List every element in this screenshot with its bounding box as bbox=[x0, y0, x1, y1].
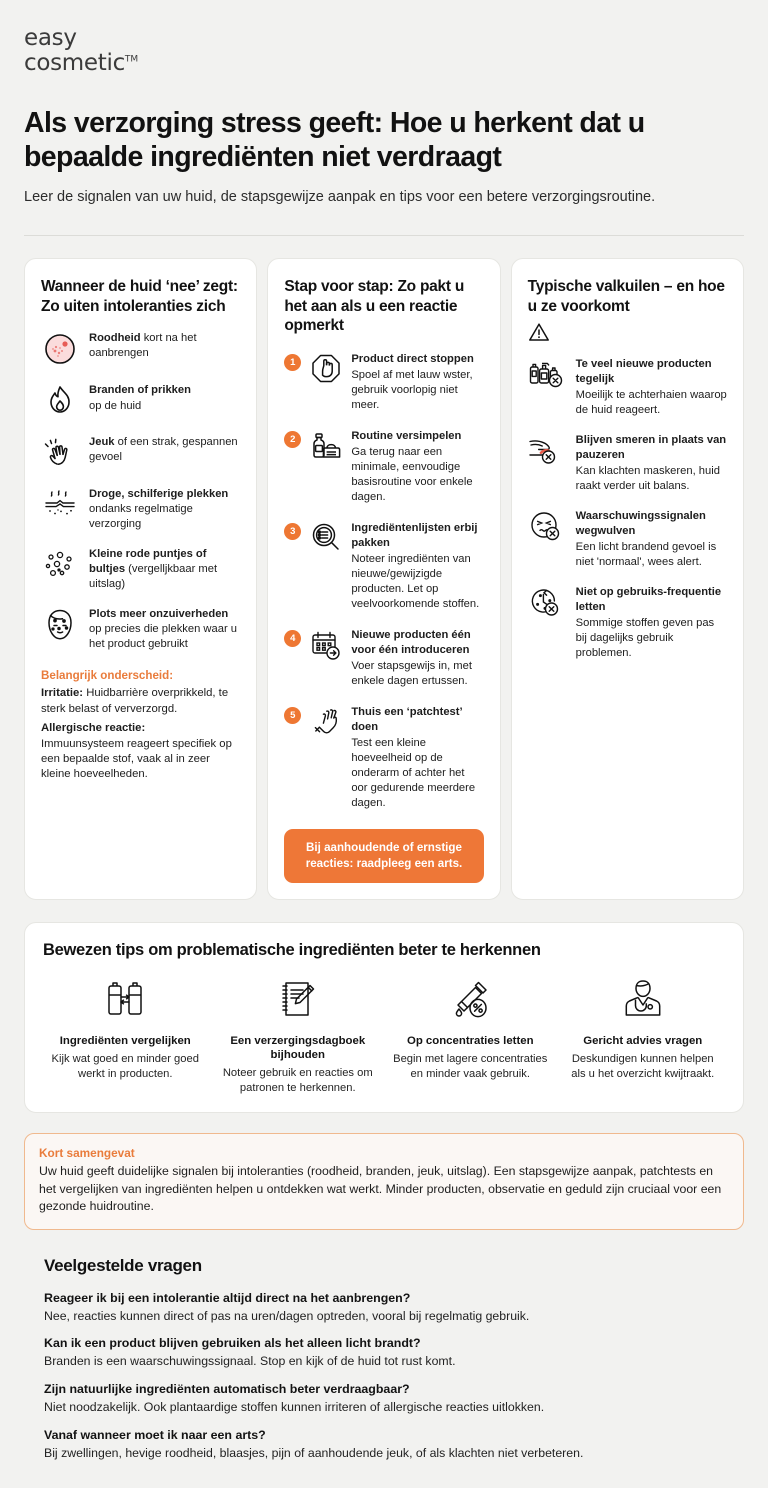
doctor-icon bbox=[565, 972, 722, 1026]
faq-question: Zijn natuurlijke ingrediënten automatisch beter verdraagbaar? bbox=[44, 1382, 410, 1397]
faq-question: Kan ik een product blijven gebruiken als het alleen licht brandt? bbox=[44, 1336, 421, 1351]
warning-triangle-icon bbox=[528, 322, 727, 342]
list-item bbox=[528, 432, 727, 494]
card-pitfalls-title: Typische valkuilen – en hoe u ze voorkomt bbox=[527, 277, 725, 315]
step-item bbox=[284, 627, 483, 689]
list-item-label: Jeuk bbox=[89, 436, 115, 449]
faq-answer: Branden is een waarschuwingssignaal. Stop en kijk of de huid tot rust komt. bbox=[44, 1354, 456, 1369]
list-item-desc: Sommige stoffen geven pas bij dagelijks gebruik problemen. bbox=[575, 617, 715, 660]
tip-desc: Noteer gebruik en reacties om patronen te herkennen. bbox=[222, 1067, 373, 1095]
summary-heading: Kort samengevat bbox=[39, 1146, 135, 1161]
step-title: Nieuwe producten één voor één introduceren bbox=[351, 629, 471, 657]
distinction-term-1: Irritatie: bbox=[41, 687, 84, 700]
step-item bbox=[284, 428, 483, 505]
faq-item bbox=[44, 1427, 724, 1462]
faq-item bbox=[44, 1290, 724, 1325]
list-item bbox=[41, 546, 240, 592]
magnifier-list-icon bbox=[308, 520, 344, 556]
tip-item bbox=[561, 972, 726, 1097]
step-item bbox=[284, 351, 483, 413]
too-many-bottles-x-icon bbox=[528, 356, 566, 394]
step-item bbox=[284, 704, 483, 811]
list-item-desc: op de huid bbox=[89, 400, 142, 413]
list-item-label: Blijven smeren in plaats van pauzeren bbox=[575, 434, 727, 462]
tip-item bbox=[216, 972, 381, 1097]
calendar-arrow-icon bbox=[308, 627, 344, 663]
face-blemishes-icon bbox=[41, 606, 79, 644]
notebook-pencil-icon bbox=[220, 972, 377, 1026]
step-number: 4 bbox=[284, 630, 301, 647]
card-symptoms-title: Wanneer de huid ‘nee’ zegt: Zo uiten intoleranties zich bbox=[41, 277, 238, 315]
list-item-label: Plots meer onzuiverheden bbox=[89, 608, 229, 621]
step-desc: Noteer ingrediënten van nieuwe/gewijzigde producten. Let op veelvoorkomende stoffen. bbox=[351, 553, 480, 611]
red-dots-bumps-icon bbox=[41, 546, 79, 584]
list-item bbox=[41, 434, 240, 472]
faq-question: Reageer ik bij een intolerantie altijd direct na het aanbrengen? bbox=[44, 1290, 411, 1305]
list-item bbox=[41, 382, 240, 420]
tip-item bbox=[43, 972, 208, 1097]
list-item-desc: Moeilijk te achterhaien waarop de huid reageert. bbox=[575, 389, 727, 417]
list-item-label: Te veel nieuwe producten tegelijk bbox=[575, 358, 712, 386]
list-item-label: Kleine rode puntjes of bultjes bbox=[89, 548, 207, 576]
faq-item bbox=[44, 1335, 724, 1370]
step-title: Product direct stoppen bbox=[351, 353, 474, 366]
tip-desc: Begin met lagere concentraties en minder vaak gebruik. bbox=[393, 1052, 548, 1080]
list-item-label: Roodheid bbox=[89, 332, 141, 345]
list-item-desc: kort na het oanbrengen bbox=[89, 332, 197, 360]
flame-icon bbox=[41, 382, 79, 420]
list-item bbox=[41, 606, 240, 652]
tip-title: Ingrediënten vergelijken bbox=[59, 1034, 191, 1047]
step-number: 5 bbox=[284, 707, 301, 724]
card-steps-title: Stap voor stap: Zo pakt u het aan als u een reactie opmerkt bbox=[284, 277, 465, 335]
list-item-desc: op precies die plekken waar u het product gebruikt bbox=[89, 623, 238, 651]
brand-logo bbox=[24, 0, 744, 76]
three-column-section bbox=[24, 258, 744, 900]
card-pitfalls bbox=[511, 258, 744, 900]
wincing-face-x-icon bbox=[528, 508, 566, 546]
tip-item bbox=[388, 972, 553, 1097]
page-title: Als verzorging stress geeft: Hoe u herkent dat u bepaalde ingrediënten niet verdraagt bbox=[24, 106, 645, 173]
distinction-term-2: Allergische reactie: bbox=[41, 722, 146, 735]
step-desc: Test een kleine hoeveelheid op de onderarm of achter het oor gedurende meerdere dagen. bbox=[351, 737, 476, 810]
tip-title: Gericht advies vragen bbox=[583, 1034, 703, 1047]
step-title: Routine versimpelen bbox=[351, 430, 462, 443]
list-item-label: Droge, schilferige plekken bbox=[89, 488, 229, 501]
doctor-advice-callout: Bij aanhoudende of ernstige reacties: raadpleeg een arts. bbox=[284, 829, 483, 882]
stop-hand-icon bbox=[308, 351, 344, 387]
brand-line-1: easy bbox=[24, 25, 77, 51]
dry-flaky-skin-icon bbox=[41, 486, 79, 524]
brand-line-2: cosmetic bbox=[24, 49, 125, 76]
card-symptoms bbox=[24, 258, 257, 900]
dropper-percent-icon bbox=[392, 972, 549, 1026]
list-item-desc: (vergelljkbaar met uitslag) bbox=[89, 563, 218, 591]
bottle-jar-icon bbox=[308, 428, 344, 464]
list-item bbox=[528, 584, 727, 661]
distinction-block bbox=[41, 669, 240, 782]
distinction-heading: Belangrijk onderscheid: bbox=[41, 669, 174, 683]
summary-text: Uw huid geeft duidelijke signalen bij intoleranties (roodheid, branden, jeuk, uitslag). Een stapsgewijze aanpak, patchtests en het vergelijken van ingrediënten helpen u ontdekken wat werkt. Minder producten, observatie en geduld zijn cruciaal voor een gezonde huidroutine. bbox=[39, 1164, 722, 1214]
tip-title: Een verzergingsdagboek bijhouden bbox=[230, 1034, 366, 1061]
scratching-hand-icon bbox=[41, 434, 79, 472]
applying-cream-x-icon bbox=[528, 432, 566, 470]
card-steps bbox=[267, 258, 500, 900]
header-divider bbox=[24, 235, 744, 236]
tips-title: Bewezen tips om problematische ingrediënten beter te herkennen bbox=[43, 940, 541, 959]
list-item-label: Waarschuwingssignalen wegwulven bbox=[575, 510, 706, 538]
list-item bbox=[528, 508, 727, 570]
step-desc: Voer stapsgewijs in, met enkele dagen ertussen. bbox=[351, 660, 472, 688]
list-item-desc: of een strak, gespannen gevoel bbox=[89, 436, 238, 464]
tip-desc: Deskundigen kunnen helpen als u het overzicht kwijtraakt. bbox=[571, 1052, 715, 1080]
compare-bottles-icon bbox=[47, 972, 204, 1026]
step-title: Ingrediëntenlijsten erbij pakken bbox=[351, 522, 478, 550]
summary-box bbox=[24, 1133, 744, 1229]
tip-title: Op concentraties letten bbox=[406, 1034, 534, 1047]
step-desc: Spoel af met lauw wster, gebruik voorlopig niet meer. bbox=[351, 369, 473, 412]
faq-title: Veelgestelde vragen bbox=[44, 1255, 202, 1275]
step-number: 1 bbox=[284, 354, 301, 371]
step-item bbox=[284, 520, 483, 612]
step-number: 2 bbox=[284, 431, 301, 448]
step-desc: Ga terug naar een minimale, eenvoudige basisroutine voor enkele dagen. bbox=[351, 446, 473, 504]
faq-answer: Niet noodzakelijk. Ook plantaardige stoffen kunnen irriteren of allergische reacties uitlokken. bbox=[44, 1400, 545, 1415]
list-item-label: Niet op gebruiks-frequentie letten bbox=[575, 586, 722, 614]
page-subtitle: Leer de signalen van uw huid, de stapsgewijze aanpak en tips voor een betere verzorgingsroutine. bbox=[24, 189, 656, 206]
step-title: Thuis een ‘patchtest’ doen bbox=[351, 706, 462, 734]
faq-item bbox=[44, 1381, 724, 1416]
list-item-desc: ondanks regelmatige verzorging bbox=[89, 503, 193, 531]
faq-answer: Nee, reacties kunnen direct of pas na uren/dagen optreden, vooral bij regelmatig gebruik. bbox=[44, 1308, 530, 1323]
faq-answer: Bij zwellingen, hevige roodheid, blaasjes, pijn of aanhoudende jeuk, of als klachten niet verbeteren. bbox=[44, 1445, 584, 1460]
distinction-text-2: Immuunsysteem reageert specifiek op een bepaalde stof, vaak al in zeer kleine hoeveelheden. bbox=[41, 737, 232, 781]
list-item bbox=[41, 486, 240, 532]
tip-desc: Kijk wat goed en minder goed werkt in producten. bbox=[51, 1052, 199, 1080]
list-item bbox=[528, 356, 727, 418]
faq-section bbox=[24, 1256, 744, 1462]
red-skin-patch-icon bbox=[41, 330, 79, 368]
distinction-text-1: Huidbarrière overprikkeld, te sterk belast of ververzorgd. bbox=[41, 687, 229, 715]
clock-x-icon bbox=[528, 584, 566, 622]
list-item-desc: Kan klachten maskeren, huid raakt verder uit balans. bbox=[575, 465, 720, 493]
list-item-desc: Een licht brandend gevoel is niet 'normaal', wees alert. bbox=[575, 541, 717, 569]
trademark-symbol: TM bbox=[124, 54, 139, 65]
list-item-label: Branden of prikken bbox=[89, 384, 191, 397]
tips-section bbox=[24, 922, 744, 1114]
patch-test-arm-icon bbox=[308, 704, 344, 740]
faq-question: Vanaf wanneer moet ik naar een arts? bbox=[44, 1427, 266, 1442]
list-item bbox=[41, 330, 240, 368]
step-number: 3 bbox=[284, 523, 301, 540]
